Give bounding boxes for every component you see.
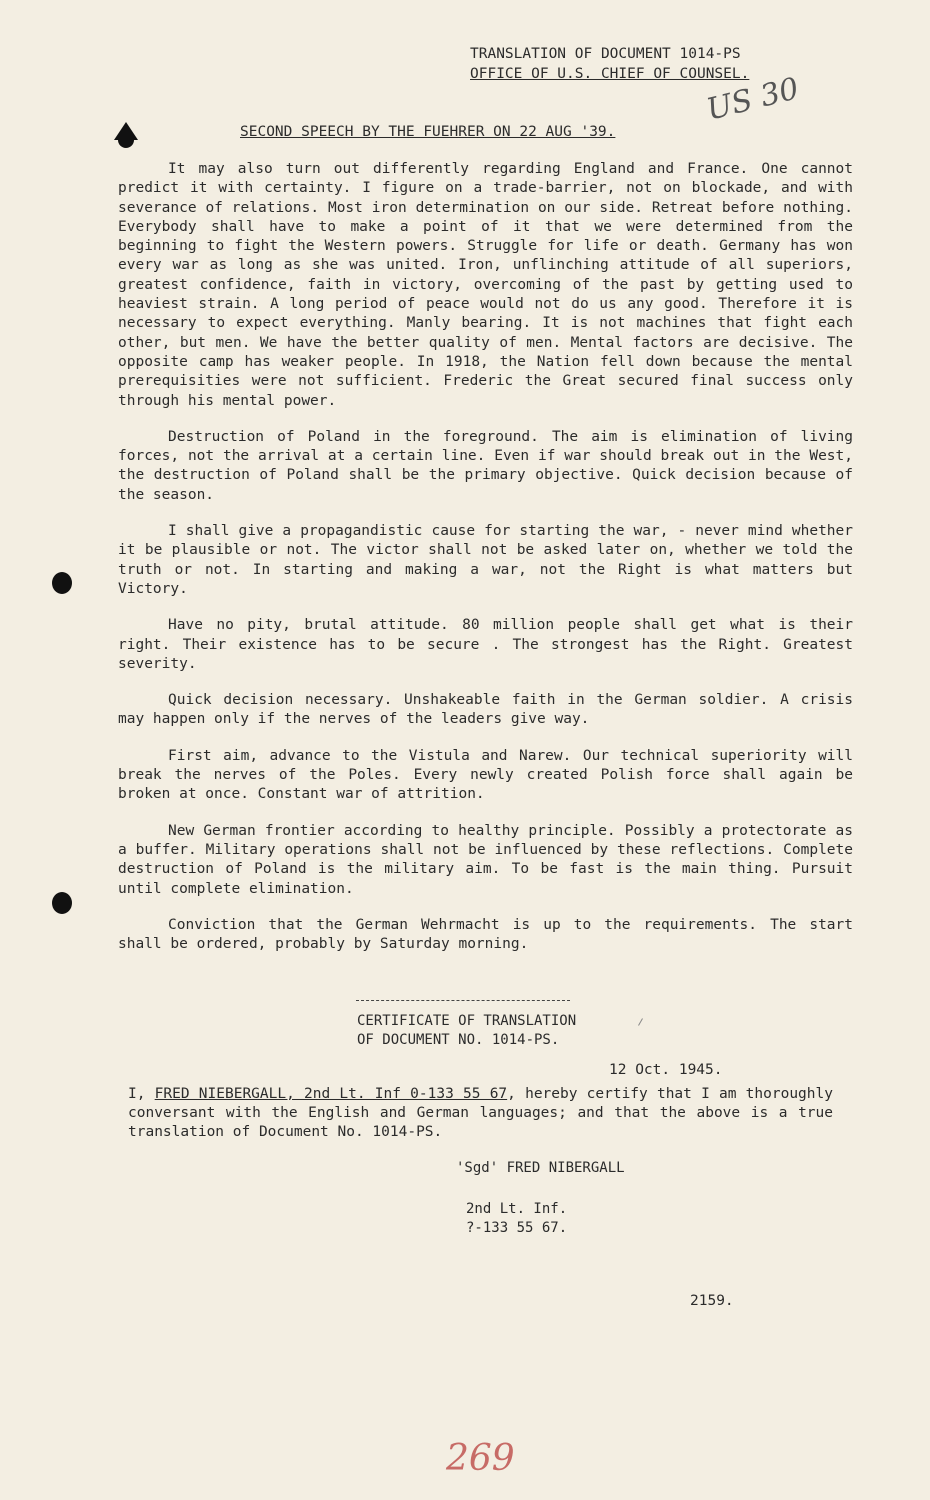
header-line-2: OFFICE OF U.S. CHIEF OF COUNSEL. [470,66,750,82]
certificate-body [128,1085,833,1142]
punch-hole-icon [52,892,72,914]
page-number: 2159. [690,1293,734,1309]
separator-line [356,1000,570,1001]
page-stamp-number: 269 [446,1438,515,1479]
certificate-title-line-2: OF DOCUMENT NO. 1014-PS. [357,1032,560,1048]
document-title: SECOND SPEECH BY THE FUEHRER ON 22 AUG '39. [240,124,616,140]
translator-name-rank: FRED NIEBERGALL, 2nd Lt. Inf 0-133 55 67 [154,1086,508,1102]
certificate-title-line-1: CERTIFICATE OF TRANSLATION [357,1013,577,1029]
certificate-intro: I, [128,1086,146,1102]
speech-body [118,160,853,971]
rank-line-2: ?-133 55 67. [466,1220,568,1236]
certificate-date: 12 Oct. 1945. [609,1062,723,1078]
handwritten-note: US 30 [703,71,803,128]
rank-line-1: 2nd Lt. Inf. [466,1201,568,1217]
paragraph-8: Conviction that the German Wehrmacht is up to the requirements. The start shall be ordered, probably by Saturday morning. [118,916,853,953]
pencil-tick [638,1018,643,1025]
margin-mark-base-icon [118,136,134,148]
paragraph-4: Have no pity, brutal attitude. 80 million people shall get what is their right. Their existence has to be secure . The strongest has the Right. Greatest severity. [118,617,853,672]
paragraph-7: New German frontier according to healthy principle. Possibly a protectorate as a buffer. Military operations shall not be influenced by these reflections. Complete destruction of Poland is the military aim. To be fast is the main thing. Pursuit until complete elimination. [118,822,853,897]
header-line-1: TRANSLATION OF DOCUMENT 1014-PS [470,46,741,62]
paragraph-2: Destruction of Poland in the foreground. The aim is elimination of living forces, not the arrival at a certain line. Even if war should break out in the West, the destruction of Poland shall be the primary objective. Quick decision because of the season. [118,428,853,503]
punch-hole-icon [52,572,72,594]
certificate-text: , hereby certify that I am thoroughly conversant with the English and German languages; and that the above is a true translation of Document No. 1014-PS. [128,1086,833,1140]
paragraph-6: First aim, advance to the Vistula and Narew. Our technical superiority will break the nerves of the Poles. Every newly created Polish force shall again be broken at once. Constant war of attrition. [118,747,853,803]
paragraph-3: I shall give a propagandistic cause for starting the war, - never mind whether it be plausible or not. The victor shall not be asked later on, whether we told the truth or not. In starting and making a war, not the Right is what matters but Victory. [118,523,853,597]
paragraph-1: It may also turn out differently regarding England and France. One cannot predict it with certainty. I figure on a trade-barrier, not on blockade, and with severance of relations. Most iron determination on our side. Retreat before nothing. Everybody shall have to make a point of it that we were determined from the beginning to fight the Western powers. Struggle for life or death. Germany has won every war as long as she was united. Iron, unflinching attitude of all superiors, greatest confidence, faith in victory, overcoming of the past by getting used to heaviest strain. A long period of peace would not do us any good. Therefore it is necessary to expect everything. Manly bearing. It is not machines that fight each other, but men. We have the better quality of men. Mental factors are decisive. The opposite camp has weaker people. In 1918, the Nation fell down because the mental prerequisities were not sufficient. Frederic the Great secured final success only through his mental power. [118,161,853,409]
paragraph-5: Quick decision necessary. Unshakeable faith in the German soldier. A crisis may happen only if the nerves of the leaders give way. [118,692,853,728]
signature-rank [466,1200,567,1238]
signature: 'Sgd' FRED NIBERGALL [456,1160,625,1176]
certificate-title [357,1012,576,1050]
document-header [470,44,749,84]
